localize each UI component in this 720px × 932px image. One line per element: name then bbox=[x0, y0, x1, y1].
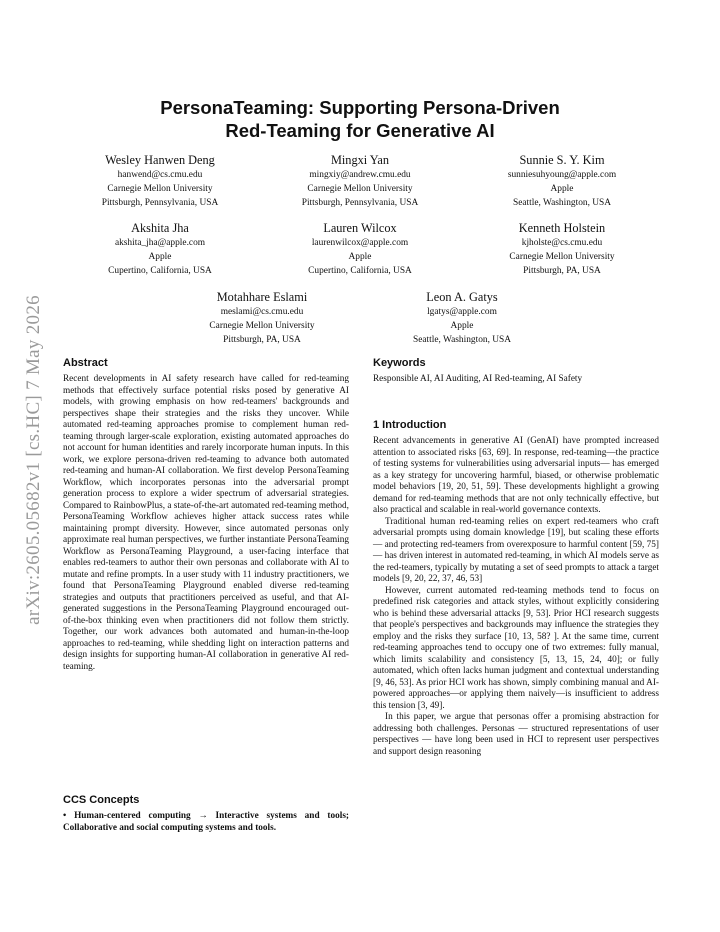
intro-paragraph-2: Traditional human red-teaming relies on expert red-teamers who craft adversarial prompts using domain knowledge [19], but scaling these efforts — and protecting red-teamers from overexposure to harmful content [59, 75] — has driven interest in automated red-teaming, in which AI models serve as the red-teamers, typically by mutating a set of seed prompts to attack a target models [9, 20, 22, 37, 46, 53] bbox=[373, 516, 659, 584]
author-name: Sunnie S. Y. Kim bbox=[519, 153, 605, 167]
ccs-heading: CCS Concepts bbox=[63, 794, 140, 806]
keywords-text: Responsible AI, AI Auditing, AI Red-teaming, AI Safety bbox=[373, 374, 583, 384]
abstract-heading: Abstract bbox=[63, 357, 108, 369]
author-affiliation: Apple bbox=[348, 252, 372, 262]
author-email: meslami@cs.cmu.edu bbox=[220, 307, 304, 317]
title-line-1: PersonaTeaming: Supporting Persona-Driven bbox=[160, 97, 560, 118]
keywords-heading: Keywords bbox=[373, 357, 426, 369]
author-email: hanwend@cs.cmu.edu bbox=[117, 170, 203, 180]
author-affiliation: Apple bbox=[148, 252, 172, 262]
author-location: Pittsburgh, PA, USA bbox=[523, 266, 601, 276]
author-name: Leon A. Gatys bbox=[426, 290, 498, 304]
author-4 bbox=[50, 220, 270, 278]
paper-title bbox=[90, 96, 630, 142]
arxiv-sidebar-stamp bbox=[14, 240, 54, 680]
abstract-section bbox=[63, 356, 349, 673]
title-line-2: Red-Teaming for Generative AI bbox=[225, 120, 495, 141]
author-name: Lauren Wilcox bbox=[323, 221, 397, 235]
author-5 bbox=[250, 220, 470, 278]
author-location: Seattle, Washington, USA bbox=[412, 335, 512, 345]
author-affiliation: Carnegie Mellon University bbox=[209, 321, 315, 331]
abstract-text: Recent developments in AI safety research have called for red-teaming methods that effectively surface potential risks posed by generative AI models, with growing emphasis on how red-teamers' backgrounds and perspectives shape their strategies and the risks they uncover. While automated red-teaming approaches promise to complement human red-teaming through larger-scale exploration, existing automated approaches do not account for human identities and rarely incorporate human inputs. In this work, we explore persona-driven red-teaming to advance both automated red-teaming and human-AI collaboration. We first develop PersonaTeaming Workflow, which incorporates personas into the adversarial prompt generation process to explore a wider spectrum of adversarial strategies. Compared to RainbowPlus, a state-of-the-art automated red-teaming method, PersonaTeaming Workflow achieves higher attack success rates while maintaining prompt diversity. However, since automated personas only approximate real human perspectives, we further instantiate PersonaTeaming Workflow as PersonaTeaming Playground, a user-facing interface that enables red-teamers to author their own personas and collaborate with AI to mutate and refine prompts. In a user study with 11 industry practitioners, we found that PersonaTeaming Playground enabled diverse red-teaming strategies and outputs that practitioners perceived as useful, and that AI-generated suggestions in the PersonaTeaming Playground encouraged out-of-the-box thinking even when practitioners did not follow them strictly. Together, our work advances both automated and human-in-the-loop approaches to red-teaming, while shedding light on interaction patterns and design insights for supporting human-AI collaboration in generative AI red-teaming. bbox=[63, 374, 349, 672]
author-name: Mingxi Yan bbox=[330, 153, 390, 167]
author-affiliation: Carnegie Mellon University bbox=[107, 184, 213, 194]
author-affiliation: Apple bbox=[450, 321, 474, 331]
author-affiliation: Carnegie Mellon University bbox=[509, 252, 615, 262]
author-location: Seattle, Washington, USA bbox=[512, 198, 612, 208]
author-name: Akshita Jha bbox=[131, 221, 189, 235]
author-email: lgatys@apple.com bbox=[427, 307, 497, 317]
author-location: Pittsburgh, Pennsylvania, USA bbox=[301, 198, 419, 208]
intro-paragraph-4: In this paper, we argue that personas offer a promising abstraction for addressing both challenges. Personas — structured representations of user perspectives — have long been used in HCI to represent user perspectives and support design reasoning bbox=[373, 712, 659, 757]
author-email: akshita_jha@apple.com bbox=[114, 238, 206, 248]
author-7 bbox=[152, 289, 372, 347]
author-affiliation: Apple bbox=[550, 184, 574, 194]
author-8 bbox=[352, 289, 572, 347]
author-name: Wesley Hanwen Deng bbox=[105, 153, 215, 167]
author-location: Pittsburgh, Pennsylvania, USA bbox=[101, 198, 219, 208]
author-3 bbox=[452, 152, 672, 210]
author-email: kjholste@cs.cmu.edu bbox=[521, 238, 603, 248]
author-location: Cupertino, California, USA bbox=[108, 266, 212, 276]
author-name: Motahhare Eslami bbox=[216, 290, 308, 304]
arxiv-id: arXiv:2605.05682v1 [cs.HC] 7 May 2026 bbox=[23, 295, 44, 625]
introduction-heading: 1 Introduction bbox=[373, 419, 447, 431]
introduction-section bbox=[373, 418, 659, 758]
author-6 bbox=[452, 220, 672, 278]
author-affiliation: Carnegie Mellon University bbox=[307, 184, 413, 194]
keywords-section bbox=[373, 356, 659, 386]
ccs-section bbox=[63, 793, 349, 834]
author-email: mingxiy@andrew.cmu.edu bbox=[309, 170, 411, 180]
author-location: Pittsburgh, PA, USA bbox=[223, 335, 301, 345]
author-email: laurenwilcox@apple.com bbox=[311, 238, 409, 248]
intro-paragraph-3: However, current automated red-teaming methods tend to focus on predefined risk categories and attack styles, without explicitly considering who is behind these adversarial attacks [9, 53]. Prior HCI research suggests that people's perspectives and backgrounds may influence the strategies they employ and the risks they surface [10, 13, 58? ]. At the same time, current red-teaming approaches tend to occupy one of two extremes: fully manual, which limits scalability and consistency [5, 13, 15, 24, 40]; or fully automated, which often lacks human judgment and contextual understanding [9, 46, 53]. As prior HCI work has shown, simply combining manual and AI-powered approaches—or applying them naively—is insufficient to address this tension [3, 49]. bbox=[373, 585, 659, 711]
author-location: Cupertino, California, USA bbox=[308, 266, 412, 276]
author-1 bbox=[50, 152, 270, 210]
author-email: sunniesuhyoung@apple.com bbox=[507, 170, 617, 180]
author-2 bbox=[250, 152, 470, 210]
intro-paragraph-1: Recent advancements in generative AI (GenAI) have prompted increased attention to associated risks [63, 69]. In response, red-teaming—the practice of testing systems for vulnerabilities using adversarial inputs— has emerged as a key strategy for uncovering harmful, biased, or otherwise problematic model behaviors [19, 20, 51, 59]. These developments highlight a growing demand for red-teaming methods that are not only technically effective, but also practical and scalable in real-world governance contexts. bbox=[373, 436, 659, 515]
author-name: Kenneth Holstein bbox=[518, 221, 606, 235]
ccs-text: • Human-centered computing → Interactive systems and tools; Collaborative and social computing systems and tools. bbox=[63, 811, 349, 833]
